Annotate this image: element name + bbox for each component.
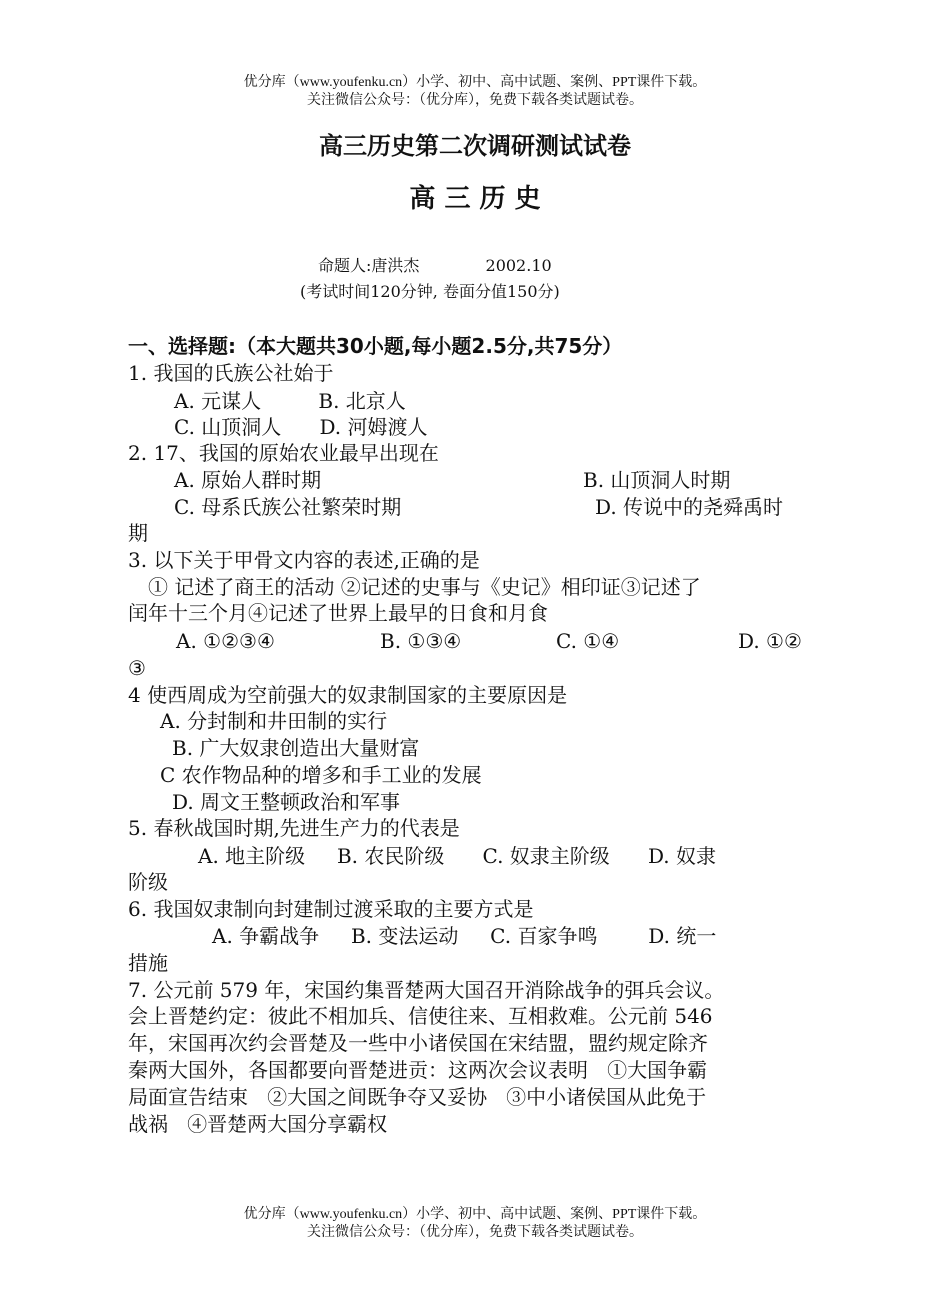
question-1-options-cd: C. 山顶洞人 D. 河姆渡人 (174, 415, 428, 439)
question-3-option-a: A. ①②③④ (176, 629, 275, 653)
question-7-line-6: 战祸 ④晋楚两大国分享霸权 (128, 1112, 388, 1136)
question-5-wrap: 阶级 (128, 870, 168, 894)
question-6-wrap: 措施 (128, 951, 168, 975)
question-1-options-ab: A. 元谋人 B. 北京人 (174, 389, 406, 413)
question-6-options: A. 争霸战争 B. 变法运动 C. 百家争鸣 D. 统一 (212, 924, 717, 948)
question-6: 6. 我国奴隶制向封建制过渡采取的主要方式是 (128, 897, 534, 921)
question-2-option-d: D. 传说中的尧舜禹时 (595, 495, 784, 519)
question-4-option-b: B. 广大奴隶创造出大量财富 (172, 736, 420, 760)
author-line: 命题人:唐洪杰 2002.10 (318, 256, 552, 275)
question-5: 5. 春秋战国时期,先进生产力的代表是 (128, 816, 460, 840)
question-2-option-b: B. 山顶洞人时期 (583, 468, 731, 492)
section-heading: 一、选择题:（本大题共30小题,每小题2.5分,共75分） (128, 334, 623, 358)
question-2-option-a: A. 原始人群时期 (174, 468, 322, 492)
question-5-options: A. 地主阶级 B. 农民阶级 C. 奴隶主阶级 D. 奴隶 (198, 844, 716, 868)
footer-line-1: 优分库（www.youfenku.cn）小学、初中、高中试题、案例、PPT课件下载。 (243, 1207, 707, 1222)
question-7-line-5: 局面宣告结束 ②大国之间既争夺又妥协 ③中小诸侯国从此免于 (128, 1085, 707, 1109)
question-7-line-3: 年，宋国再次约会晋楚及一些中小诸侯国在宋结盟，盟约规定除齐 (128, 1031, 708, 1055)
question-3-option-c: C. ①④ (556, 629, 620, 653)
question-7-line-1: 7. 公元前 579 年，宋国约集晋楚两大国召开消除战争的弭兵会议。 (128, 978, 725, 1002)
question-1: 1. 我国的氏族公社始于 (128, 361, 334, 385)
question-2-option-c: C. 母系氏族公社繁荣时期 (174, 495, 402, 519)
page-subtitle: 高 三 历 史 (409, 184, 541, 214)
question-3-option-d-wrap: ③ (128, 656, 146, 680)
question-7-line-2: 会上晋楚约定：彼此不相加兵、信使往来、互相救难。公元前 546 (128, 1004, 713, 1028)
question-7-line-4: 秦两大国外，各国都要向晋楚进贡：这两次会议表明 ①大国争霸 (128, 1058, 708, 1082)
question-2-wrap: 期 (128, 521, 148, 545)
question-3: 3. 以下关于甲骨文内容的表述,正确的是 (128, 548, 480, 572)
exam-info: (考试时间120分钟, 卷面分值150分) (300, 282, 560, 301)
footer-line-2: 关注微信公众号：（优分库），免费下载各类试题试卷。 (307, 1225, 643, 1240)
question-4-option-a: A. 分封制和井田制的实行 (160, 709, 388, 733)
question-3-statements-wrap: 闰年十三个月④记述了世界上最早的日食和月食 (128, 601, 548, 625)
question-2: 2. 17、我国的原始农业最早出现在 (128, 441, 439, 465)
header-line-2: 关注微信公众号：（优分库），免费下载各类试题试卷。 (307, 93, 643, 108)
question-4-option-c: C 农作物品种的增多和手工业的发展 (160, 763, 482, 787)
header-line-1: 优分库（www.youfenku.cn）小学、初中、高中试题、案例、PPT课件下载。 (243, 75, 707, 90)
page-title: 高三历史第二次调研测试试卷 (319, 132, 631, 160)
question-4: 4 使西周成为空前强大的奴隶制国家的主要原因是 (128, 683, 568, 707)
question-4-option-d: D. 周文王整顿政治和军事 (172, 790, 401, 814)
question-3-statements: ① 记述了商王的活动 ②记述的史事与《史记》相印证③记述了 (148, 575, 701, 599)
question-3-option-d: D. ①② (738, 629, 802, 653)
question-3-option-b: B. ①③④ (380, 629, 462, 653)
